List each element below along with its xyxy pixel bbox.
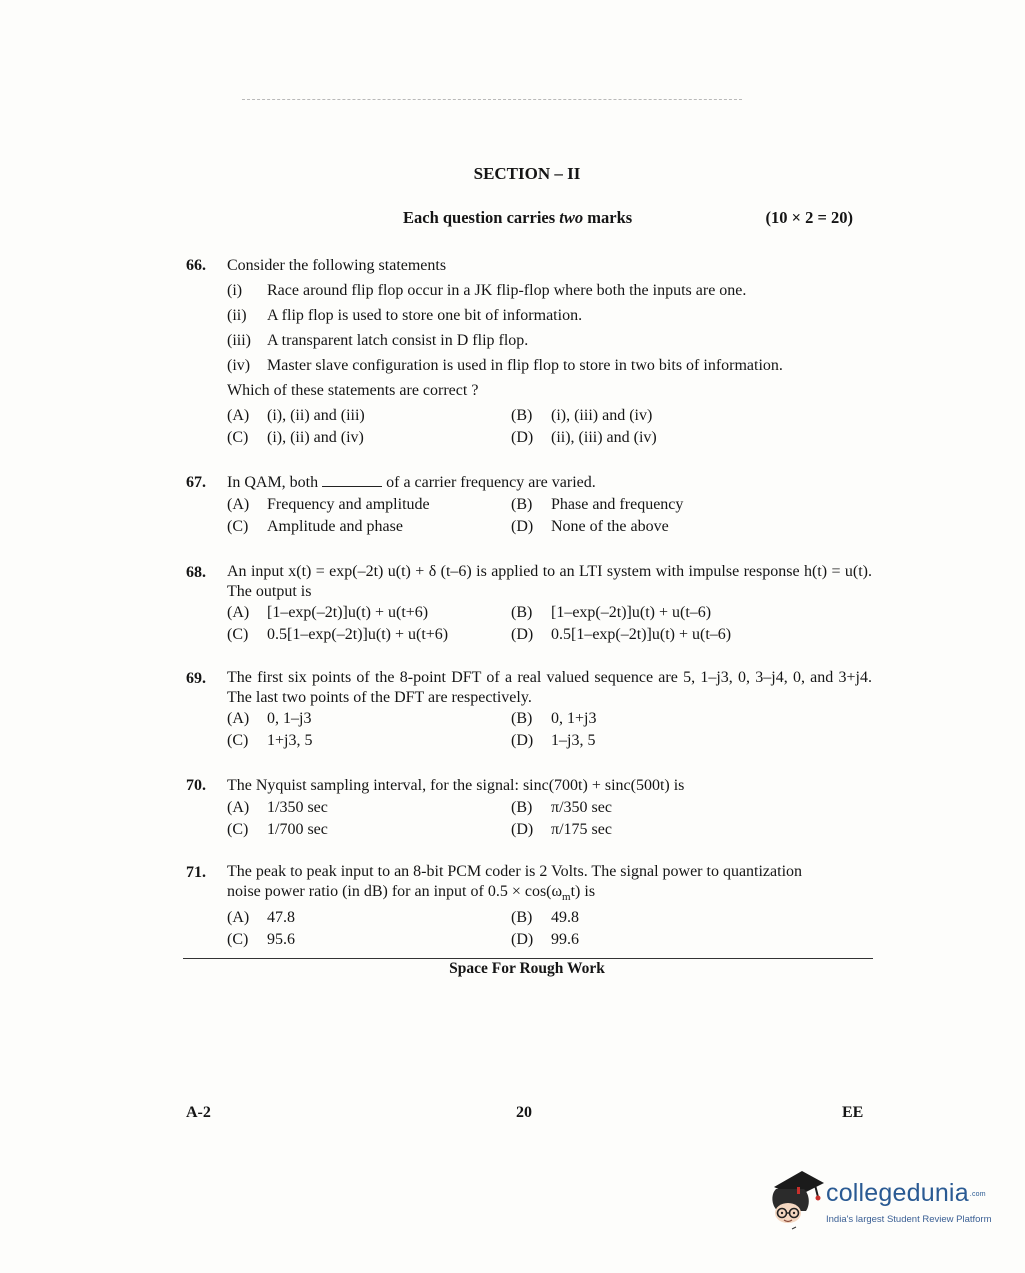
question-number: 67. <box>186 474 206 491</box>
option-c: (C) 1+j3, 5 <box>227 732 313 749</box>
options-row <box>227 405 872 427</box>
option-b: (B) (i), (iii) and (iv) <box>511 407 653 424</box>
options-row <box>227 602 872 624</box>
rough-work-label: Space For Rough Work <box>449 960 605 977</box>
option-a: (A) (i), (ii) and (iii) <box>227 407 365 424</box>
question-67 <box>186 472 872 538</box>
options-row <box>227 708 872 730</box>
option-d: (D) 0.5[1–exp(–2t)]u(t) + u(t–6) <box>511 626 732 643</box>
divider <box>183 958 873 959</box>
option-c: (C) 95.6 <box>227 931 295 949</box>
question-stem: An input x(t) = exp(–2t) u(t) + δ (t–6) is applied to an LTI system with impulse response h(t) = u(t). The output is <box>227 563 872 600</box>
options-row <box>227 427 872 449</box>
option-d: (D) π/175 sec <box>511 821 612 838</box>
question-stem: The Nyquist sampling interval, for the signal: sinc(700t) + sinc(500t) is <box>227 777 685 794</box>
options-row <box>227 907 872 929</box>
question-number: 71. <box>186 864 206 881</box>
options-row <box>227 929 872 951</box>
question-prompt: Which of these statements are correct ? <box>227 382 479 399</box>
question-stem: Consider the following statements <box>227 257 447 274</box>
question-number: 70. <box>186 777 206 794</box>
options-row <box>227 494 872 516</box>
logo-wordmark: collegedunia.com <box>826 1179 986 1207</box>
page-number: 20 <box>516 1104 532 1121</box>
question-66 <box>186 255 872 449</box>
option-d: (D) 1–j3, 5 <box>511 732 596 749</box>
option-a: (A) Frequency and amplitude <box>227 496 430 513</box>
question-71 <box>186 862 872 951</box>
option-a: (A) 0, 1–j3 <box>227 710 312 727</box>
question-number: 66. <box>186 257 206 274</box>
marks-total: (10 × 2 = 20) <box>765 208 853 227</box>
statement-iv: (iv) Master slave configuration is used in flip flop to store in two bits of information. <box>227 357 783 374</box>
option-d: (D) None of the above <box>511 518 669 535</box>
option-a: (A) [1–exp(–2t)]u(t) + u(t+6) <box>227 604 429 621</box>
options-row <box>227 730 872 752</box>
section-title: SECTION – II <box>473 164 581 183</box>
option-b: (B) π/350 sec <box>511 799 612 816</box>
option-b: (B) Phase and frequency <box>511 496 684 513</box>
footer-subject: EE <box>842 1104 864 1121</box>
question-stem: In QAM, both of a carrier frequency are varied. <box>227 474 596 491</box>
collegedunia-logo <box>766 1167 996 1237</box>
question-70 <box>186 775 872 841</box>
option-d: (D) 99.6 <box>511 931 579 949</box>
option-b: (B) 0, 1+j3 <box>511 710 597 727</box>
statement-i: (i) Race around flip flop occur in a JK flip-flop where both the inputs are one. <box>227 282 747 299</box>
answer-blank <box>322 472 382 487</box>
option-a: (A) 47.8 <box>227 909 295 927</box>
footer-code: A-2 <box>186 1104 211 1121</box>
statement-iii: (iii) A transparent latch consist in D flip flop. <box>227 332 529 349</box>
marks-label: Each question carries two marks <box>403 208 633 227</box>
option-d: (D) (ii), (iii) and (iv) <box>511 429 657 446</box>
question-number: 69. <box>186 670 206 687</box>
question-69 <box>186 668 872 752</box>
option-b: (B) [1–exp(–2t)]u(t) + u(t–6) <box>511 604 712 621</box>
mascot-icon <box>766 1167 828 1237</box>
scan-artifact-line <box>242 99 742 100</box>
option-c: (C) (i), (ii) and (iv) <box>227 429 364 446</box>
logo-tagline: India's largest Student Review Platform <box>826 1214 992 1225</box>
option-c: (C) Amplitude and phase <box>227 518 403 535</box>
options-row <box>227 516 872 538</box>
question-68 <box>186 562 872 646</box>
option-c: (C) 0.5[1–exp(–2t)]u(t) + u(t+6) <box>227 626 449 643</box>
options-row <box>227 624 872 646</box>
statement-ii: (ii) A flip flop is used to store one bit of information. <box>227 307 583 324</box>
options-row <box>227 797 872 819</box>
question-stem: The first six points of the 8-point DFT of a real valued sequence are 5, 1–j3, 0, 3–j4, 0, and 3+j4. The last two points of the DFT are respectively. <box>227 669 872 706</box>
question-number: 68. <box>186 564 206 581</box>
question-stem: The peak to peak input to an 8-bit PCM coder is 2 Volts. The signal power to quantization noise power ratio (in dB) for an input of $0.5 \times \cos(\omega_mt)$ is <box>227 863 803 904</box>
option-b: (B) 49.8 <box>511 909 579 927</box>
option-c: (C) 1/700 sec <box>227 821 328 838</box>
options-row <box>227 819 872 841</box>
option-a: (A) 1/350 sec <box>227 799 328 816</box>
